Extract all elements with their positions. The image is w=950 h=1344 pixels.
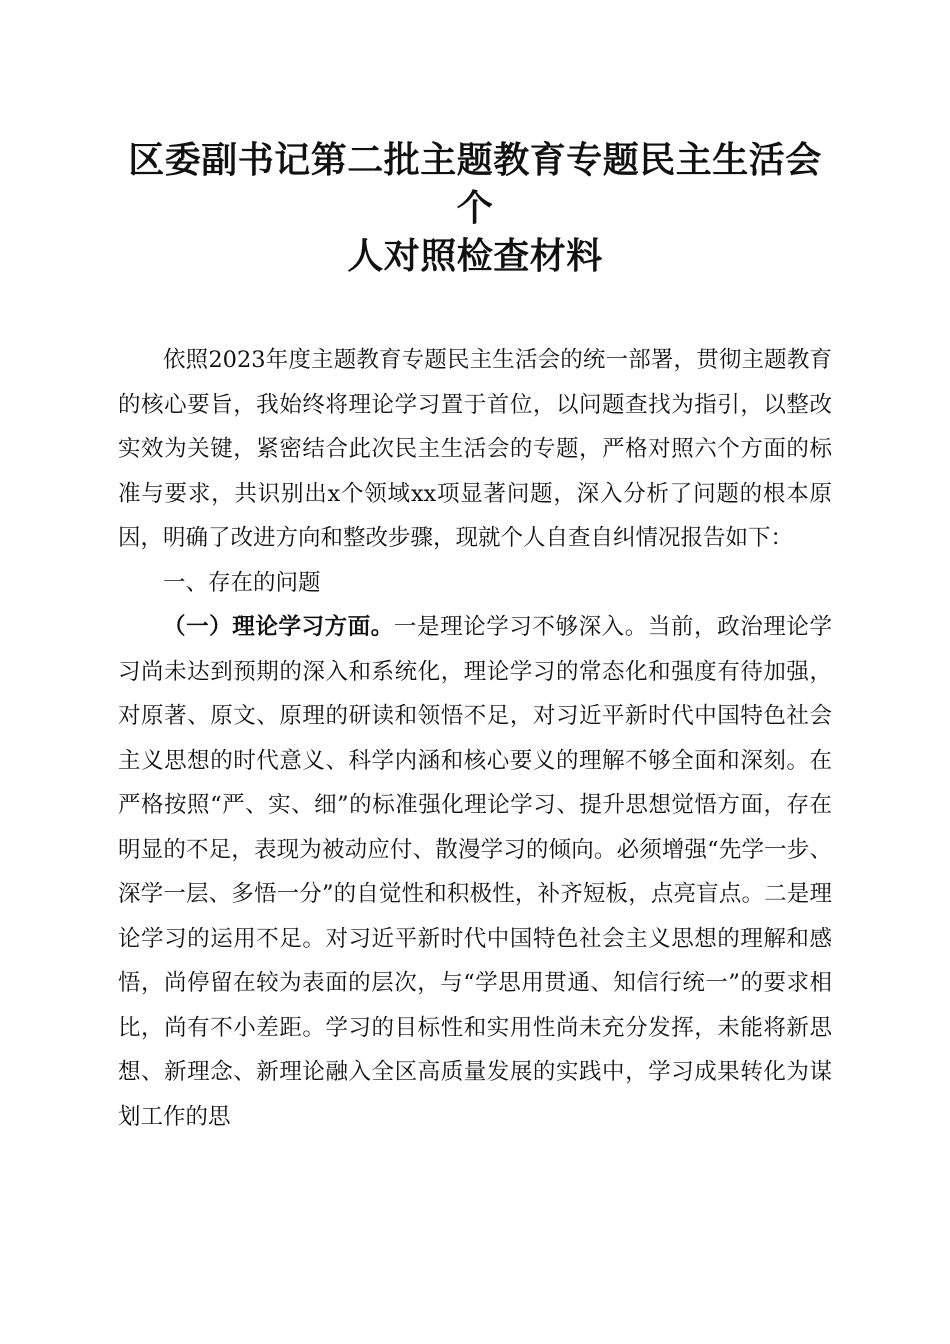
subsection-paragraph-theory-study bbox=[118, 605, 832, 1139]
title-line-1: 区委副书记第二批主题教育专题民主生活会个 bbox=[128, 139, 822, 229]
document-body bbox=[118, 338, 832, 1139]
subsection-heading-theory-study: （一）理论学习方面。 bbox=[163, 614, 394, 640]
intro-paragraph: 依照2023年度主题教育专题民主生活会的统一部署，贯彻主题教育的核心要旨，我始终将理论学习置于首位，以问题查找为指引，以整改实效为关键，紧密结合此次民主生活会的专题，严格对照六个方面的标准与要求，共识别出x个领域xx项显著问题，深入分析了问题的根本原因，明确了改进方向和整改步骤，现就个人自查自纠情况报告如下： bbox=[118, 347, 832, 551]
section-heading-problems: 一、存在的问题 bbox=[163, 569, 321, 596]
title-line-2: 人对照检查材料 bbox=[347, 235, 603, 277]
subsection-body-theory-study: 一是理论学习不够深入。当前，政治理论学习尚未达到预期的深入和系统化，理论学习的常态化和强度有待加强，对原著、原文、原理的研读和领悟不足，对习近平新时代中国特色社会主义思想的时代意义、科学内涵和核心要义的理解不够全面和深刻。在严格按照“严、实、细”的标准强化理论学习、提升思想觉悟方面，存在明显的不足，表现为被动应付、散漫学习的倾向。必须增强“先学一步、深学一层、多悟一分”的自觉性和积极性，补齐短板，点亮盲点。二是理论学习的运用不足。对习近平新时代中国特色社会主义思想的理解和感悟，尚停留在较为表面的层次，与“学思用贯通、知信行统一”的要求相比，尚有不小差距。学习的目标性和实用性尚未充分发挥，未能将新思想、新理念、新理论融入全区高质量发展的实践中，学习成果转化为谋划工作的思 bbox=[118, 614, 832, 1130]
document-title bbox=[118, 0, 832, 280]
